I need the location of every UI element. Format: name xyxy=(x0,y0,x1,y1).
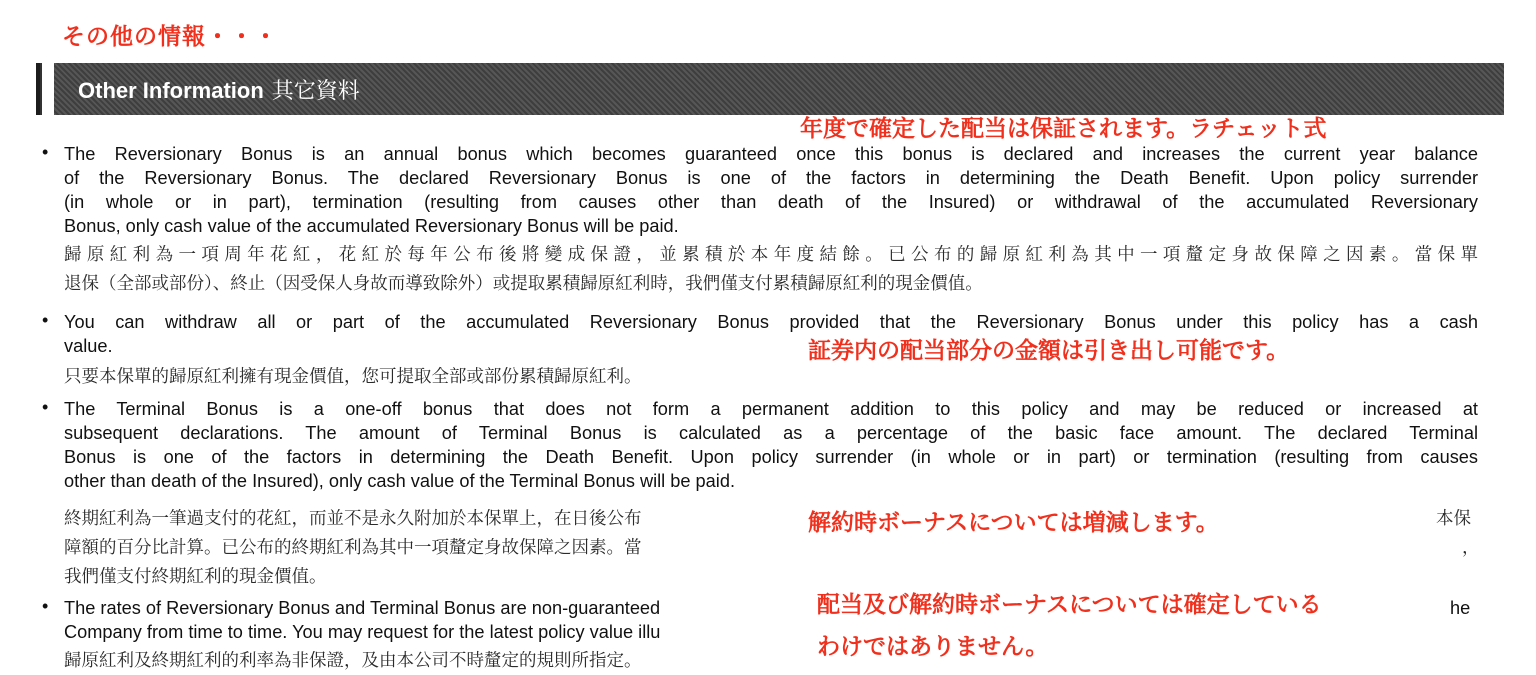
item1-en-line1: The Reversionary Bonus is an annual bonus which becomes guaranteed once this bonus is declared and increases the current year balance xyxy=(64,144,1478,164)
annotation-guaranteed-bonus: 年度で確定した配当は保証されます。ラチェット式 xyxy=(800,116,1327,142)
item4-en-fragment-right: he xyxy=(1450,598,1471,618)
item3-en-line1: The Terminal Bonus is a one-off bonus that does not form a permanent addition to this policy and may be reduced or increased at xyxy=(64,399,1478,419)
header-accent-stripe xyxy=(40,63,54,115)
item3-en-line2: subsequent declarations. The amount of Terminal Bonus is calculated as a percentage of the basic face amount. The declared Terminal xyxy=(64,423,1478,443)
item2-zh-line1: 只要本保單的歸原紅利擁有現金價值，您可提取全部或部份累積歸原紅利。 xyxy=(64,367,642,387)
bullet-3: • xyxy=(42,397,49,417)
item3-zh-line2: 障額的百分比計算。已公布的終期紅利為其中一項釐定身故保障之因素。當 xyxy=(64,538,642,558)
bullet-4: • xyxy=(42,596,49,616)
annotation-terminal-bonus: 解約時ボーナスについては増減します。 xyxy=(806,508,1223,542)
annotation-non-guaranteed-line2: わけではありません。 xyxy=(815,634,1054,666)
item1-en-line3: (in whole or in part), termination (resulting from causes other than death of the Insured) or withdrawal of the accumulated Reversionary xyxy=(64,192,1478,212)
section-title xyxy=(78,74,360,105)
bullet-2: • xyxy=(42,310,49,330)
item3-zh-line1: 終期紅利為一筆過支付的花紅，而並不是永久附加於本保單上，在日後公布 xyxy=(64,509,642,529)
annotation-withdrawal: 証券内の配当部分の金額は引き出し可能です。 xyxy=(808,338,1290,364)
bullet-1: • xyxy=(42,142,49,162)
item2-en-line2: value. xyxy=(64,336,113,356)
item1-en-line4: Bonus, only cash value of the accumulated Reversionary Bonus will be paid. xyxy=(64,216,679,236)
item3-en-line4: other than death of the Insured), only cash value of the Terminal Bonus will be paid. xyxy=(64,471,735,491)
item1-zh-line1: 歸原紅利為一項周年花紅，花紅於每年公布後將變成保證，並累積於本年度結餘。已公布的歸原紅利為其中一項釐定身故保障之因素。當保單 xyxy=(64,245,1478,265)
section-title-zh: 其它資料 xyxy=(271,78,360,103)
section-header-bar xyxy=(36,63,1504,115)
item3-zh-fragment-right1: 本保 xyxy=(1436,509,1471,529)
item4-zh-line1: 歸原紅利及終期紅利的利率為非保證，及由本公司不時釐定的規則所指定。 xyxy=(64,651,642,671)
item4-en-line2: Company from time to time. You may request for the latest policy value illu xyxy=(64,622,661,642)
item2-en-line1: You can withdraw all or part of the accumulated Reversionary Bonus provided that the Reversionary Bonus under this policy has a cash xyxy=(64,312,1478,332)
section-title-en: Other Information xyxy=(78,78,264,103)
item4-en-line1: The rates of Reversionary Bonus and Terminal Bonus are non-guaranteed xyxy=(64,598,661,618)
item1-zh-line2: 退保（全部或部份）、終止（因受保人身故而導致除外）或提取累積歸原紅利時，我們僅支付累積歸原紅利的現金價值。 xyxy=(64,274,983,294)
annotation-non-guaranteed-line1: 配当及び解約時ボーナスについては確定している xyxy=(815,592,1328,618)
item3-zh-line3: 我們僅支付終期紅利的現金價值。 xyxy=(64,567,327,587)
item1-en-line2: of the Reversionary Bonus. The declared Reversionary Bonus is one of the factors in determining the Death Benefit. Upon policy surrender xyxy=(64,168,1478,188)
item3-zh-fragment-right2: ， xyxy=(1462,538,1480,558)
item3-en-line3: Bonus is one of the factors in determining the Death Benefit. Upon policy surrender (in whole or in part) or termination (resulting from causes xyxy=(64,447,1478,467)
top-annotation: その他の情報・・・ xyxy=(62,24,278,50)
